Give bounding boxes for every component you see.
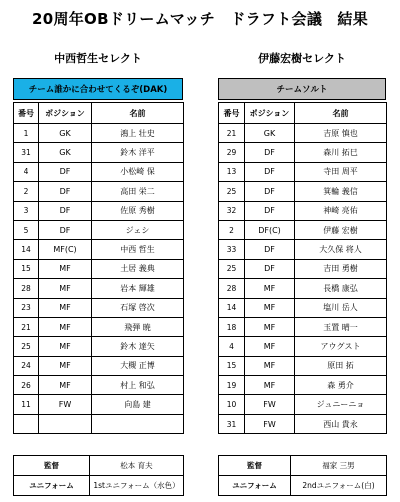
right-roster-table <box>218 102 387 434</box>
player-name: 村上 和弘 <box>92 376 184 395</box>
player-position: MF <box>39 376 92 395</box>
table-row <box>219 201 387 220</box>
player-number: 31 <box>219 414 245 433</box>
right-uniform-value: 2ndユニフォーム(白) <box>291 476 387 496</box>
player-number: 2 <box>14 182 39 201</box>
player-position: MF <box>39 356 92 375</box>
left-roster-table <box>13 102 184 434</box>
column-header-name: 名前 <box>92 103 184 124</box>
player-position: MF <box>39 259 92 278</box>
player-name: 森川 拓巳 <box>295 143 387 162</box>
table-row <box>14 240 184 259</box>
table-row <box>219 298 387 317</box>
player-number: 28 <box>219 279 245 298</box>
player-number: 28 <box>14 279 39 298</box>
player-position: DF <box>39 162 92 181</box>
left-uniform-label: ユニフォーム <box>14 476 90 496</box>
player-number: 25 <box>14 337 39 356</box>
player-name: 飛弾 暁 <box>92 317 184 336</box>
column-header-position: ポジション <box>245 103 295 124</box>
player-position: DF <box>39 220 92 239</box>
player-position: DF <box>245 259 295 278</box>
player-name: 玉置 晴一 <box>295 317 387 336</box>
player-number: 24 <box>14 356 39 375</box>
table-row <box>14 201 184 220</box>
player-number: 4 <box>14 162 39 181</box>
left-team-name-banner: チーム誰かに合わせてくるぞ(DAK) <box>13 78 183 100</box>
player-number: 14 <box>14 240 39 259</box>
player-number: 18 <box>219 317 245 336</box>
table-row <box>219 279 387 298</box>
table-row <box>219 162 387 181</box>
player-position: MF <box>39 337 92 356</box>
player-name: 西山 貴永 <box>295 414 387 433</box>
player-number: 23 <box>14 298 39 317</box>
player-position: DF <box>39 182 92 201</box>
left-uniform-value: 1stユニフォーム（水色） <box>90 476 184 496</box>
player-number: 5 <box>14 220 39 239</box>
right-manager-name: 福家 三男 <box>291 456 387 476</box>
column-header-name: 名前 <box>295 103 387 124</box>
player-number: 1 <box>14 124 39 143</box>
player-number: 26 <box>14 376 39 395</box>
table-row <box>14 395 184 414</box>
player-position: FW <box>245 395 295 414</box>
player-number: 2 <box>219 220 245 239</box>
player-name: 鈴木 達矢 <box>92 337 184 356</box>
player-position: DF(C) <box>245 220 295 239</box>
right-uniform-label: ユニフォーム <box>219 476 291 496</box>
player-position: GK <box>39 124 92 143</box>
player-number: 19 <box>219 376 245 395</box>
right-team-heading: 伊藤宏樹セレクト <box>258 52 346 65</box>
player-position: MF <box>245 376 295 395</box>
player-number: 4 <box>219 337 245 356</box>
player-name: 長橋 康弘 <box>295 279 387 298</box>
player-number: 3 <box>14 201 39 220</box>
player-number: 10 <box>219 395 245 414</box>
table-row <box>219 395 387 414</box>
player-position: DF <box>245 182 295 201</box>
player-name: 吉田 勇樹 <box>295 259 387 278</box>
player-position: DF <box>245 143 295 162</box>
player-position: MF <box>39 279 92 298</box>
player-position: MF <box>245 317 295 336</box>
player-position: FW <box>39 395 92 414</box>
player-name: 佐原 秀樹 <box>92 201 184 220</box>
table-row <box>14 182 184 201</box>
player-name: 塩川 岳人 <box>295 298 387 317</box>
player-number: 21 <box>14 317 39 336</box>
player-number: 32 <box>219 201 245 220</box>
table-row <box>219 414 387 433</box>
table-row <box>219 143 387 162</box>
player-position: MF <box>245 279 295 298</box>
player-number: 25 <box>219 182 245 201</box>
player-name: 石塚 啓次 <box>92 298 184 317</box>
table-row <box>14 376 184 395</box>
player-name: 原田 拓 <box>295 356 387 375</box>
table-row <box>14 220 184 239</box>
table-row <box>14 124 184 143</box>
table-row <box>219 376 387 395</box>
player-number: 29 <box>219 143 245 162</box>
table-row <box>14 337 184 356</box>
player-name: 土居 義典 <box>92 259 184 278</box>
player-position: DF <box>39 201 92 220</box>
table-row <box>14 279 184 298</box>
table-row <box>14 317 184 336</box>
table-row <box>14 259 184 278</box>
table-row <box>219 259 387 278</box>
column-header-number: 番号 <box>14 103 39 124</box>
left-manager-name: 松本 育夫 <box>90 456 184 476</box>
table-row <box>14 298 184 317</box>
table-row <box>219 317 387 336</box>
player-name: 森 勇介 <box>295 376 387 395</box>
left-team-heading: 中西哲生セレクト <box>54 52 142 65</box>
player-name: 向島 建 <box>92 395 184 414</box>
player-number: 21 <box>219 124 245 143</box>
table-row <box>219 124 387 143</box>
column-header-number: 番号 <box>219 103 245 124</box>
right-manager-label: 監督 <box>219 456 291 476</box>
player-name: 中西 哲生 <box>92 240 184 259</box>
table-row <box>14 356 184 375</box>
right-info-table <box>218 455 387 496</box>
left-info-table <box>13 455 184 496</box>
table-row <box>219 356 387 375</box>
player-name <box>92 414 184 433</box>
player-position: DF <box>245 201 295 220</box>
player-position: MF <box>245 337 295 356</box>
table-row <box>14 162 184 181</box>
player-position: MF <box>245 298 295 317</box>
left-manager-label: 監督 <box>14 456 90 476</box>
table-row <box>14 414 184 433</box>
player-position: MF(C) <box>39 240 92 259</box>
player-name: 小松崎 保 <box>92 162 184 181</box>
player-position: DF <box>245 162 295 181</box>
player-position: GK <box>245 124 295 143</box>
player-number: 15 <box>219 356 245 375</box>
player-name: 神崎 亮佑 <box>295 201 387 220</box>
player-position: DF <box>245 240 295 259</box>
player-name: ジュニーニョ <box>295 395 387 414</box>
player-number <box>14 414 39 433</box>
player-name: 大槻 正博 <box>92 356 184 375</box>
player-number: 13 <box>219 162 245 181</box>
player-position: FW <box>245 414 295 433</box>
player-name: アウグスト <box>295 337 387 356</box>
player-number: 11 <box>14 395 39 414</box>
player-number: 31 <box>14 143 39 162</box>
player-name: 吉原 慎也 <box>295 124 387 143</box>
player-number: 25 <box>219 259 245 278</box>
right-team-name-banner: チームソルト <box>218 78 386 100</box>
player-position <box>39 414 92 433</box>
table-row <box>219 182 387 201</box>
column-header-position: ポジション <box>39 103 92 124</box>
player-name: 鴻上 壮史 <box>92 124 184 143</box>
player-name: ジェシ <box>92 220 184 239</box>
player-position: MF <box>39 317 92 336</box>
player-name: 伊藤 宏樹 <box>295 220 387 239</box>
player-name: 寺田 周平 <box>295 162 387 181</box>
player-number: 33 <box>219 240 245 259</box>
player-name: 箕輪 義信 <box>295 182 387 201</box>
player-name: 大久保 将人 <box>295 240 387 259</box>
page-title: 20周年OBドリームマッチ ドラフト会議 結果 <box>31 10 369 28</box>
table-row <box>219 220 387 239</box>
table-row <box>14 143 184 162</box>
table-row <box>219 240 387 259</box>
table-row <box>219 337 387 356</box>
player-name: 高田 栄二 <box>92 182 184 201</box>
player-name: 岩本 輝雄 <box>92 279 184 298</box>
player-position: MF <box>39 298 92 317</box>
player-number: 14 <box>219 298 245 317</box>
player-number: 15 <box>14 259 39 278</box>
player-name: 鈴木 洋平 <box>92 143 184 162</box>
player-position: GK <box>39 143 92 162</box>
player-position: MF <box>245 356 295 375</box>
